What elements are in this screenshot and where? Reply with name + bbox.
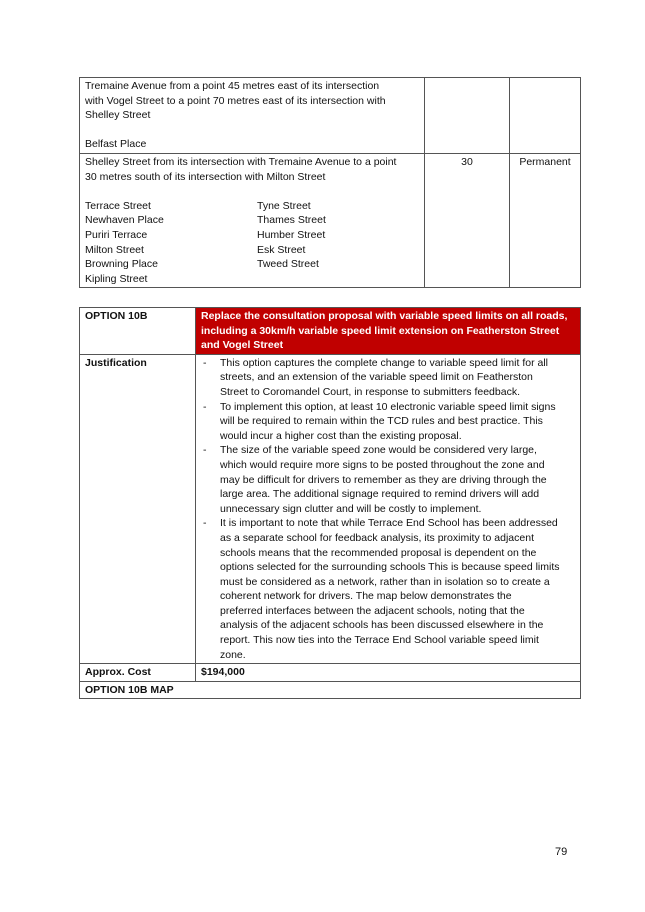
description-line: 30 metres south of its intersection with Milton Street xyxy=(85,170,326,183)
description-line: Shelley Street xyxy=(85,109,151,122)
street-name: Puriri Terrace xyxy=(85,228,148,241)
street-name: Tyne Street xyxy=(257,199,311,212)
street-name: Kipling Street xyxy=(85,272,148,285)
bullet-line: large area. The additional signage required to remind drivers will add xyxy=(220,488,540,501)
justification-bullet xyxy=(201,400,575,444)
table-row xyxy=(80,78,581,154)
description-line: Belfast Place xyxy=(85,138,147,151)
speed-cell xyxy=(425,78,510,154)
justification-list xyxy=(201,356,575,662)
street-name: Browning Place xyxy=(85,258,158,271)
table-row xyxy=(80,153,581,287)
option-table xyxy=(79,307,581,699)
cost-row xyxy=(80,664,581,682)
option-title-line: and Vogel Street xyxy=(201,339,284,352)
bullet-line: would incur a higher cost than the existing proposal. xyxy=(220,429,462,442)
justification-bullet xyxy=(201,356,575,400)
bullet-line: may be difficult for drivers to remember as they are driving through the xyxy=(220,473,547,486)
street-name: Terrace Street xyxy=(85,199,151,212)
bullet-line: must be considered as a network, rather than in isolation so to create a xyxy=(220,575,550,588)
option-title-line: including a 30km/h variable speed limit extension on Featherston Street xyxy=(201,324,560,337)
dash-bullet: - xyxy=(203,400,207,413)
blank-line xyxy=(85,123,419,138)
status-cell: Permanent xyxy=(510,153,581,287)
road-description-cell xyxy=(80,153,425,287)
street-name: Tweed Street xyxy=(257,258,319,271)
bullet-line: schools means that the recommended proposal is dependent on the xyxy=(220,546,537,559)
description-line: with Vogel Street to a point 70 metres east of its intersection with xyxy=(85,94,386,107)
dash-bullet: - xyxy=(203,444,207,457)
map-label: OPTION 10B MAP xyxy=(80,681,581,699)
justification-bullet xyxy=(201,516,575,662)
street-name: Newhaven Place xyxy=(85,214,164,227)
bullet-line: as a separate school for feedback analysis, its proximity to adjacent xyxy=(220,531,534,544)
road-description-cell xyxy=(80,78,425,154)
street-name: Humber Street xyxy=(257,228,326,241)
street-name: Thames Street xyxy=(257,214,326,227)
justification-label: Justification xyxy=(80,354,196,663)
description-line: Tremaine Avenue from a point 45 metres east of its intersection xyxy=(85,80,380,92)
bullet-line: options selected for the surrounding schools This is because speed limits xyxy=(220,561,560,574)
justification-bullet xyxy=(201,443,575,516)
bullet-line: It is important to note that while Terrace End School has been addressed xyxy=(220,517,558,530)
bullet-line: report. This now ties into the Terrace End School variable speed limit xyxy=(220,634,539,647)
blank-line xyxy=(85,184,419,199)
status-cell xyxy=(510,78,581,154)
bullet-line: Street to Coromandel Court, in response to submitters feedback. xyxy=(220,385,520,398)
bullet-line: The size of the variable speed zone would be considered very large, xyxy=(220,444,537,457)
option-title xyxy=(196,308,581,355)
dash-bullet: - xyxy=(203,517,207,530)
bullet-line: coherent network for drivers. The map below demonstrates the xyxy=(220,590,512,603)
street-list xyxy=(85,199,419,287)
cost-value: $194,000 xyxy=(196,664,581,682)
bullet-line: unnecessary sign clutter and will be costly to implement. xyxy=(220,502,482,515)
map-row xyxy=(80,681,581,699)
bullet-line: zone. xyxy=(220,648,246,661)
cost-label: Approx. Cost xyxy=(80,664,196,682)
bullet-line: To implement this option, at least 10 electronic variable speed limit signs xyxy=(220,400,556,413)
bullet-line: preferred interfaces between the adjacent schools, noting that the xyxy=(220,604,525,617)
bullet-line: will be required to remain within the TCD rules and best practice. This xyxy=(220,415,543,428)
speed-cell: 30 xyxy=(425,153,510,287)
option-header-row xyxy=(80,308,581,355)
bullet-line: streets, and an extension of the variable speed limit on Featherston xyxy=(220,371,533,384)
bullet-line: which would require more signs to be posted throughout the zone and xyxy=(220,458,545,471)
street-name xyxy=(257,272,419,287)
page-number: 79 xyxy=(555,846,568,858)
option-label: OPTION 10B xyxy=(80,308,196,355)
street-name: Milton Street xyxy=(85,243,144,256)
speed-limit-table xyxy=(79,77,581,288)
option-title-line: Replace the consultation proposal with variable speed limits on all roads, xyxy=(201,310,568,322)
dash-bullet: - xyxy=(203,356,207,369)
justification-content xyxy=(196,354,581,663)
bullet-line: This option captures the complete change to variable speed limit for all xyxy=(220,356,549,369)
street-name: Esk Street xyxy=(257,243,306,256)
bullet-line: analysis of the adjacent schools has been discussed elsewhere in the xyxy=(220,619,544,632)
justification-row xyxy=(80,354,581,663)
description-line: Shelley Street from its intersection with Tremaine Avenue to a point xyxy=(85,155,397,168)
